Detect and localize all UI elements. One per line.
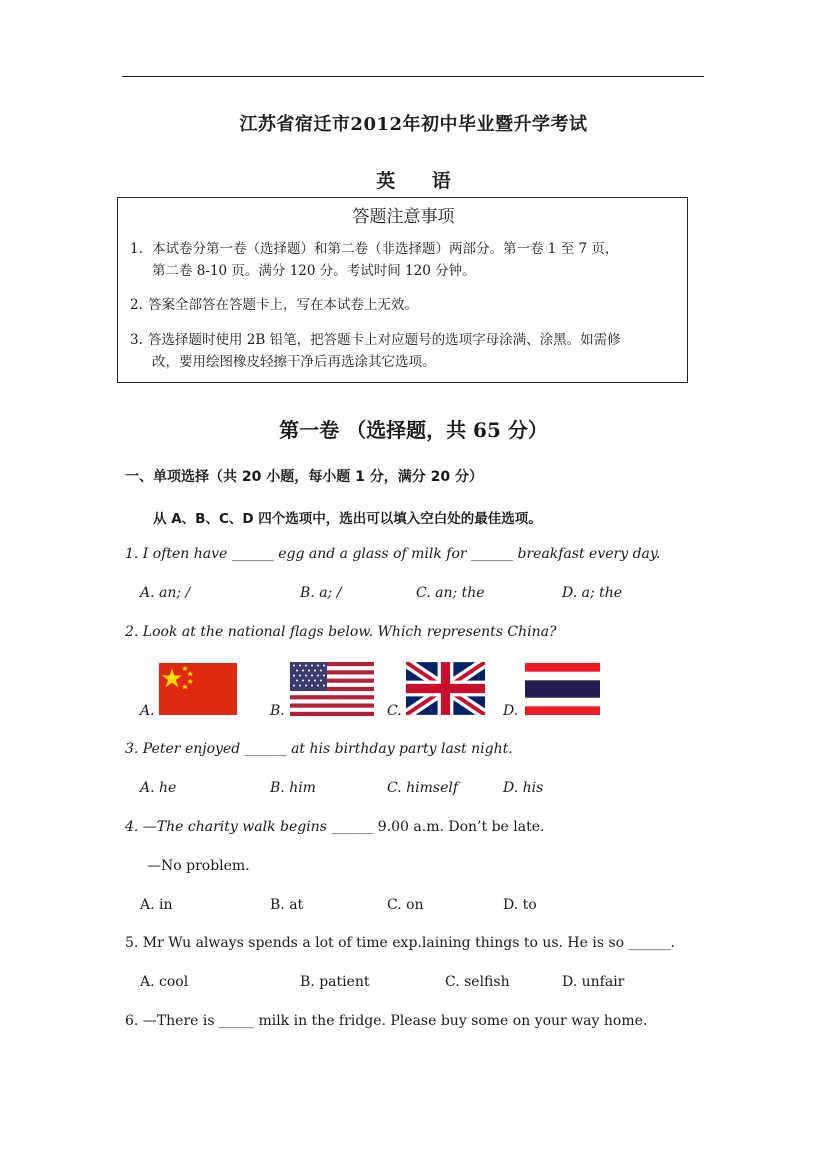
question-2-stem: 2. Look at the national flags below. Which represents China? xyxy=(125,624,557,640)
question-1-option-a: A. an; / xyxy=(140,585,191,601)
question-4-reply: —No problem. xyxy=(147,858,250,874)
question-3-option-b: B. him xyxy=(270,780,316,796)
notice-item-text: 答案全部答在答题卡上，写在本试卷上无效。 xyxy=(148,297,418,313)
question-5-option-d: D. unfair xyxy=(562,974,625,990)
question-2-option-b: B. xyxy=(270,703,285,719)
question-3-option-a: A. he xyxy=(140,780,177,796)
question-3-option-d: D. his xyxy=(503,780,544,796)
thailand-flag-icon xyxy=(525,663,600,715)
notice-item-number: 2. xyxy=(130,297,143,313)
usa-flag-icon xyxy=(290,662,374,716)
section-instruction: 从 A、B、C、D 四个选项中，选出可以填入空白处的最佳选项。 xyxy=(153,511,542,527)
china-flag-icon xyxy=(159,663,237,715)
notice-item-number: 1. xyxy=(130,241,143,257)
question-4-option-b: B. at xyxy=(270,897,304,913)
exam-title: 江苏省宿迁市2012年初中毕业暨升学考试 xyxy=(239,114,588,135)
header-rule xyxy=(122,76,704,77)
question-3-option-c: C. himself xyxy=(387,780,459,796)
question-5-option-a: A. cool xyxy=(140,974,189,990)
uk-flag-icon xyxy=(406,662,485,715)
question-5-option-c: C. selfish xyxy=(445,974,510,990)
question-2-option-c: C. xyxy=(387,703,402,719)
notice-title: 答题注意事项 xyxy=(352,207,455,227)
notice-box xyxy=(117,197,688,383)
notice-item-number: 3. xyxy=(130,332,143,348)
question-5-stem: 5. Mr Wu always spends a lot of time exp.laining things to us. He is so ______. xyxy=(125,935,675,951)
question-1-option-c: C. an; the xyxy=(416,585,485,601)
question-3-stem: 3. Peter enjoyed ______ at his birthday party last night. xyxy=(125,741,513,757)
question-1-stem: 1. I often have ______ egg and a glass of milk for ______ breakfast every day. xyxy=(125,546,661,562)
question-2-option-a: A. xyxy=(140,703,155,719)
notice-item-text: 答选择题时使用 2B 铅笔，把答题卡上对应题号的选项字母涂满、涂黑。如需修 改，要用绘图橡皮轻擦干净后再选涂其它选项。 xyxy=(148,332,621,370)
question-4-option-d: D. to xyxy=(503,897,537,913)
question-6-stem: 6. —There is _____ milk in the fridge. Please buy some on your way home. xyxy=(125,1013,648,1029)
question-1-option-d: D. a; the xyxy=(562,585,623,601)
volume-title: 第一卷 （选择题，共 65 分） xyxy=(279,418,548,442)
question-5-option-b: B. patient xyxy=(300,974,370,990)
subject-title: 英 语 xyxy=(376,170,451,192)
section-heading: 一、单项选择（共 20 小题，每小题 1 分，满分 20 分） xyxy=(125,469,483,485)
notice-item-text: 本试卷分第一卷（选择题）和第二卷（非选择题）两部分。第一卷 1 至 7 页， 第二卷 8-10 页。满分 120 分。考试时间 120 分钟。 xyxy=(152,241,619,279)
question-4-stem: 4. —The charity walk begins ______ 9.00 a.m. Don’t be late. xyxy=(125,819,545,835)
question-4-option-c: C. on xyxy=(387,897,424,913)
question-2-option-d: D. xyxy=(503,703,519,719)
question-1-option-b: B. a; / xyxy=(300,585,342,601)
question-4-option-a: A. in xyxy=(140,897,173,913)
